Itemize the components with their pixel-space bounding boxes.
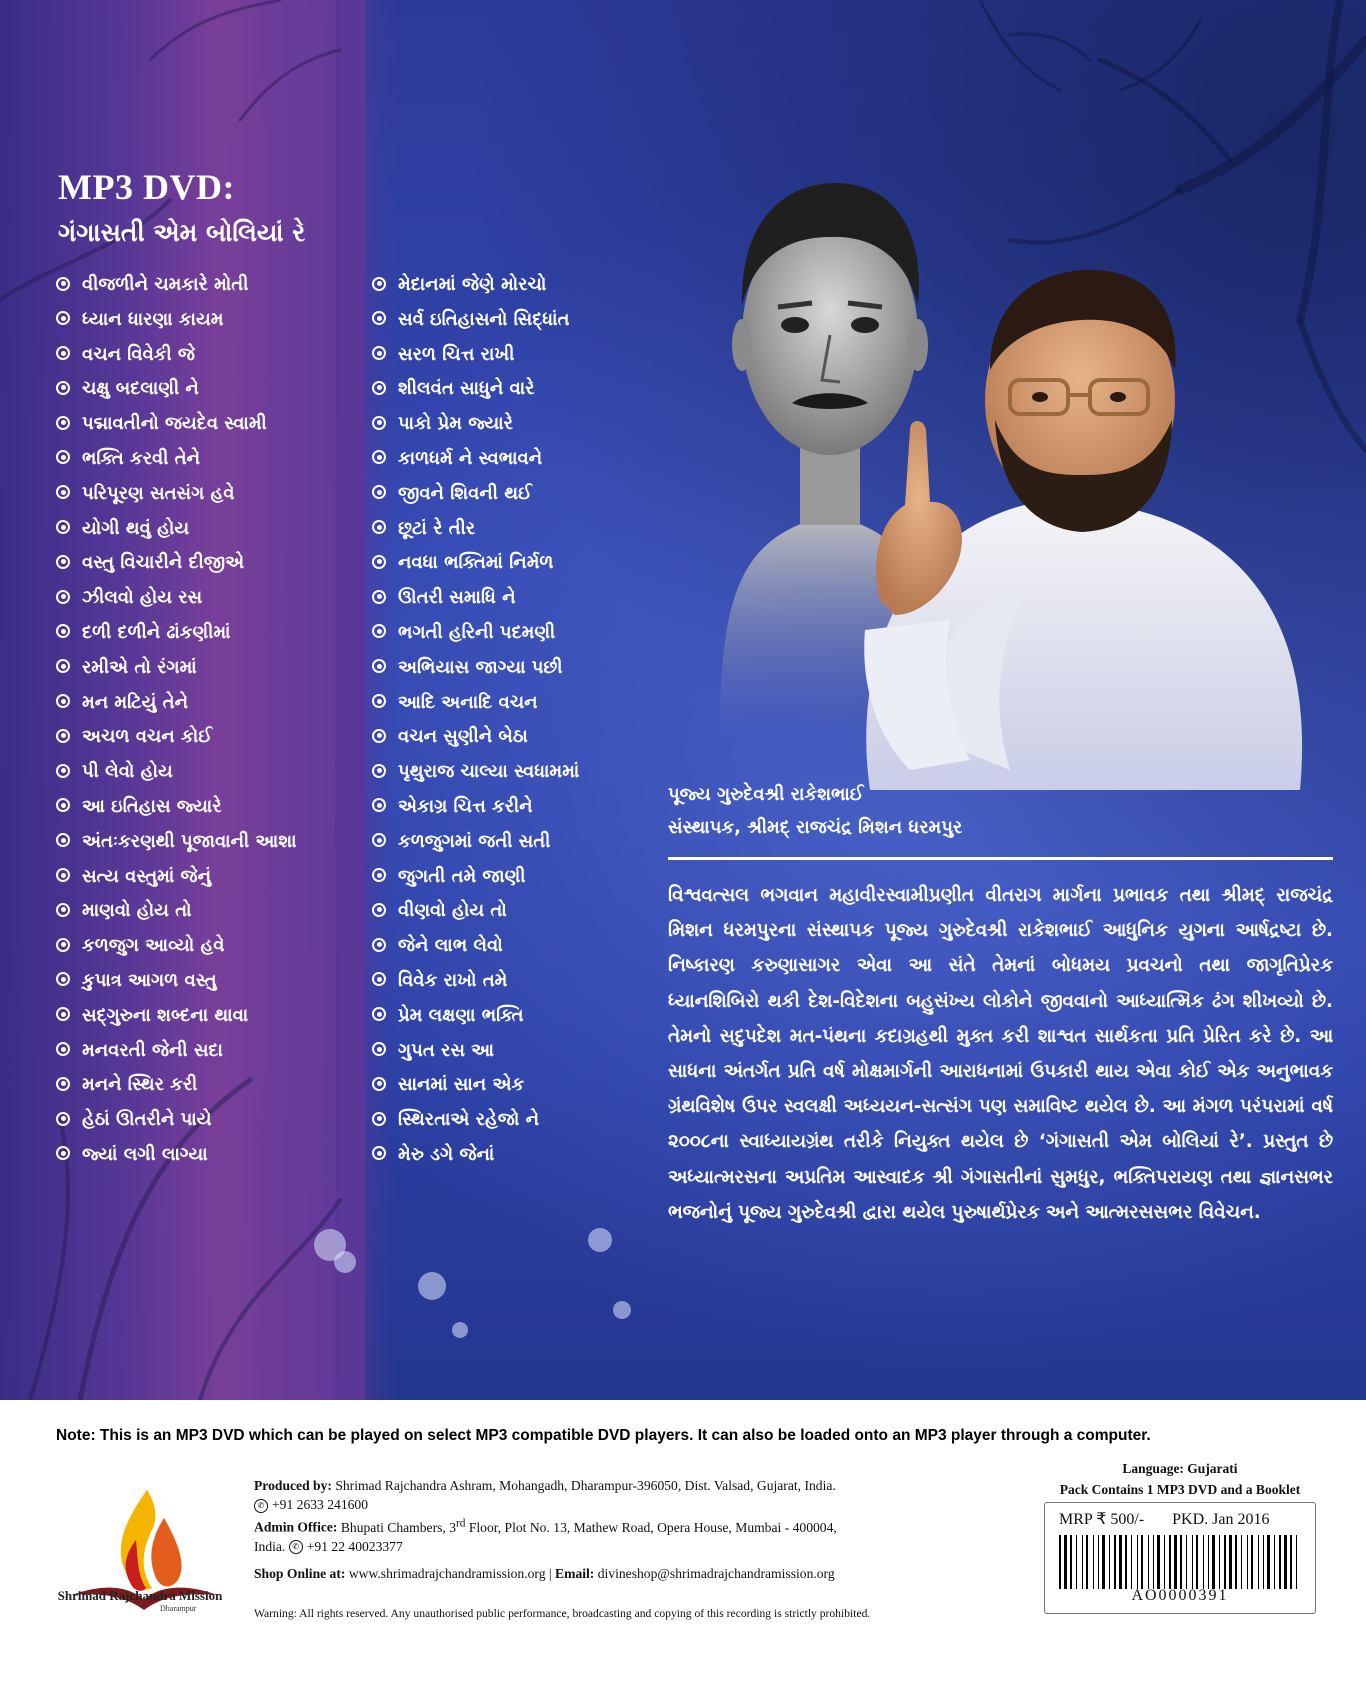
bullet-icon (372, 485, 386, 499)
track-title: મેરુ ડગે જેનાં (398, 1143, 495, 1165)
track-item (372, 616, 672, 651)
bullet-icon (372, 624, 386, 638)
price-row (1059, 1509, 1298, 1529)
track-title: રમીએ તો રંગમાં (82, 656, 197, 678)
barcode-bar (1290, 1535, 1292, 1589)
track-title: ભક્તિ કરવી તેને (82, 447, 200, 469)
admin-phone-line (254, 1537, 1024, 1556)
track-item (372, 1068, 672, 1103)
barcode-bar (1125, 1535, 1127, 1589)
track-item (372, 651, 672, 686)
bullet-icon (56, 1077, 70, 1091)
bullet-icon (56, 346, 70, 360)
bullet-icon (56, 520, 70, 534)
barcode-bar (1141, 1535, 1143, 1589)
track-item (372, 1034, 672, 1069)
track-item (372, 442, 672, 477)
admin-address-part: Floor, Plot No. 13, Mathew Road, Opera House, Mumbai - 400004, (465, 1519, 837, 1535)
bullet-icon (372, 520, 386, 534)
track-item (372, 755, 672, 790)
barcode-bar (1192, 1535, 1193, 1589)
bullet-icon (56, 833, 70, 847)
track-title: પદ્માવતીનો જયદેવ સ્વામી (82, 413, 267, 435)
track-item (56, 860, 376, 895)
bullet-icon (372, 833, 386, 847)
admin-address-part: Bhupati Chambers, 3 (340, 1519, 456, 1535)
barcode-bar (1208, 1535, 1209, 1589)
track-item (56, 720, 376, 755)
track-title: ઝીલવો હોય રસ (82, 587, 203, 609)
track-item (56, 999, 376, 1034)
track-title: હેઠાં ઊતરીને પાયે (82, 1109, 212, 1131)
admin-address (340, 1517, 837, 1535)
track-item (56, 616, 376, 651)
barcode-bar (1258, 1535, 1259, 1589)
track-title: છૂટાં રે તીર (398, 517, 476, 539)
track-title: શીલવંત સાધુને વારે (398, 378, 535, 400)
track-title: વિવેક રાખો તમે (398, 969, 508, 991)
barcode-bar (1148, 1535, 1149, 1589)
track-title: અભિયાસ જાગ્યા પછી (398, 656, 563, 678)
track-item (56, 1138, 376, 1173)
bullet-icon (56, 1146, 70, 1160)
barcode-bar (1241, 1535, 1242, 1589)
language-label: Language: Gujarati (1122, 1461, 1238, 1476)
description-paragraph: વિશ્વવત્સલ ભગવાન મહાવીરસ્વામીપ્રણીત વીતરાગ માર્ગના પ્રભાવક તથા શ્રીમદ્ રાજચંદ્ર મિશન ધરમપુરના સંસ્થાપક પૂજ્ય ગુરુદેવશ્રી રાકેશભાઈ આધુનિક યુગના આર્ષદ્રષ્ટા છે. નિષ્કારણ કરુણાસાગર એવા આ સંતે તેમનાં બોધમય પ્રવચનો તથા જાગૃતિપ્રેરક ધ્યાનશિબિરો થકી દેશ-વિદેશના બહુસંખ્ય લોકોને જીવવાનો આધ્યાત્મિક ઢંગ શીખવ્યો છે. તેમનો સદુપદેશ મત-પંથના કદાગ્રહથી મુક્ત કરી શાશ્વત સાર્થકતા પ્રતિ પ્રેરિત કરે છે. આ સાધના અંતર્ગત પ્રતિ વર્ષ મોક્ષમાર્ગની આરાધનામાં ઉપકારી થાય એવા કોઈ એક અનુભાવક ગ્રંથવિશેષ ઉપર સ્વલક્ષી અધ્યયન-સત્સંગ પણ સમાવિષ્ટ થયેલ છે. આ મંગળ પરંપરામાં વર્ષ ૨૦૦૮ના સ્વાધ્યાયગ્રંથ તરીકે નિયુક્ત થયેલ છે ‘ગંગાસતી એમ બોલિયાં રે’. પ્રસ્તુત છે અધ્યાત્મરસના અપ્રતિમ આસ્વાદક શ્રી ગંગાસતીનાં સુમધુર, ભક્તિપરાયણ તથા જ્ઞાનસભર ભજનોનું પૂજ્ય ગુરુદેવશ્રી દ્વારા થયેલ પુરુષાર્થપ્રેરક અને આત્મરસસભર વિવેચન. (668, 885, 1333, 1223)
barcode-bar (1251, 1535, 1253, 1589)
track-item (56, 442, 376, 477)
track-title: વચન સુણીને બેઠા (398, 726, 528, 748)
barcode-bar (1180, 1535, 1182, 1589)
barcode (1057, 1535, 1303, 1589)
track-item (372, 581, 672, 616)
bullet-icon (372, 277, 386, 291)
admin-line (254, 1514, 1024, 1537)
bullet-icon (56, 1042, 70, 1056)
bullet-icon (56, 938, 70, 952)
produced-line (254, 1476, 1024, 1495)
bullet-icon (372, 938, 386, 952)
track-item (372, 268, 672, 303)
track-title: માણવો હોય તો (82, 900, 192, 922)
bullet-icon (372, 659, 386, 673)
track-title: સર્વ ઇતિહાસનો સિદ્ધાંત (398, 308, 570, 330)
barcode-bar (1229, 1535, 1232, 1589)
track-title: જેને લાભ લેવો (398, 935, 503, 957)
bullet-icon (372, 903, 386, 917)
bullet-icon (56, 694, 70, 708)
playback-note: Note: This is an MP3 DVD which can be played on select MP3 compatible DVD players. It can also be loaded onto an MP3 player through a computer. (56, 1427, 1151, 1444)
track-item (372, 999, 672, 1034)
produced-phone: +91 2633 241600 (272, 1497, 369, 1512)
track-title: મેદાનમાં જેણે મોરચો (398, 274, 547, 295)
track-title: એકાગ્ર ચિત્ત કરીને (398, 795, 533, 817)
track-title: આદિ અનાદિ વચન (398, 691, 538, 713)
track-title: કાળધર્મ ને સ્વભાવને (398, 447, 543, 469)
track-item (372, 964, 672, 999)
track-title: પી લેવો હોય (82, 761, 173, 783)
bullet-icon (56, 311, 70, 325)
barcode-bar (1153, 1535, 1154, 1589)
portrait-gurudev (850, 270, 1320, 790)
track-item (56, 268, 376, 303)
bullet-icon (372, 590, 386, 604)
track-title: કળજુગ આવ્યો હવે (82, 935, 225, 957)
barcode-bar (1157, 1535, 1160, 1589)
bullet-icon (372, 311, 386, 325)
barcode-bar (1212, 1535, 1215, 1589)
bullet-icon (372, 416, 386, 430)
packed-date: PKD. Jan 2016 (1172, 1511, 1270, 1528)
bullet-icon (56, 798, 70, 812)
track-item (372, 372, 672, 407)
track-title: પ્રેમ લક્ષણા ભક્તિ (398, 1004, 524, 1026)
barcode-bar (1137, 1535, 1138, 1589)
track-item (56, 372, 376, 407)
bullet-icon (372, 972, 386, 986)
track-title: મનને સ્થિર કરી (82, 1074, 198, 1096)
admin-phone: +91 22 40023377 (306, 1538, 403, 1554)
shop-email[interactable]: divineshop@shrimadrajchandramission.org (597, 1565, 835, 1581)
track-title: પાકો પ્રેમ જ્યારે (398, 413, 513, 435)
track-title: સત્ય વસ્તુમાં જેનું (82, 865, 211, 887)
shop-label: Shop Online at: (254, 1565, 346, 1581)
track-item (56, 894, 376, 929)
bullet-icon (56, 868, 70, 882)
bullet-icon (372, 1007, 386, 1021)
portrait-caption (668, 778, 1288, 844)
track-title: વચન વિવેકી જે (82, 343, 195, 365)
admin-country: India. (254, 1538, 286, 1554)
barcode-number: AO0000391 (1131, 1587, 1229, 1604)
barcode-bar (1064, 1535, 1067, 1589)
track-title: સાનમાં સાન એક (398, 1074, 525, 1096)
track-item (372, 477, 672, 512)
track-item (56, 546, 376, 581)
bullet-icon (56, 1112, 70, 1126)
barcode-bar (1114, 1535, 1116, 1589)
bullet-icon (372, 764, 386, 778)
barcode-bar (1267, 1535, 1270, 1589)
bullet-icon (56, 1007, 70, 1021)
barcode-bar (1235, 1535, 1237, 1589)
album-title: ગંગાસતી એમ બોલિયાં રે (58, 218, 306, 247)
bullet-icon (372, 555, 386, 569)
bullet-icon (372, 450, 386, 464)
bullet-icon (56, 381, 70, 395)
track-item (56, 790, 376, 825)
publisher-info (254, 1476, 1024, 1583)
barcode-bar (1224, 1535, 1226, 1589)
barcode-bar (1169, 1535, 1171, 1589)
bullet-icon (56, 555, 70, 569)
track-title: કુપાત્ર આગળ વસ્તુ (82, 969, 217, 991)
bullet-icon (372, 1077, 386, 1091)
track-title: ગુપત રસ આ (398, 1039, 495, 1061)
track-item (372, 1138, 672, 1173)
barcode-bar (1070, 1535, 1072, 1589)
mission-flame-logo-icon (52, 1470, 232, 1630)
shop-line: Shop Online at: www.shrimadrajchandramission.org | Email: divineshop@shrimadrajchandramission.org (254, 1565, 835, 1581)
bullet-icon (56, 624, 70, 638)
barcode-bar (1296, 1535, 1297, 1589)
admin-address-sup: rd (456, 1517, 466, 1529)
barcode-bar (1093, 1535, 1094, 1589)
bullet-icon (56, 972, 70, 986)
barcode-bar (1274, 1535, 1275, 1589)
track-title: યોગી થવું હોય (82, 517, 190, 539)
track-item (372, 1103, 672, 1138)
track-title: મન મટિયું તેને (82, 691, 188, 713)
bullet-icon (372, 381, 386, 395)
track-item (372, 303, 672, 338)
barcode-bar (1102, 1535, 1105, 1589)
track-item (56, 929, 376, 964)
barcode-bar (1247, 1535, 1248, 1589)
price-barcode-box (1044, 1502, 1316, 1614)
barcode-bar (1174, 1535, 1177, 1589)
email-label: Email: (555, 1565, 595, 1581)
track-item (56, 686, 376, 721)
bullet-icon (56, 485, 70, 499)
track-item (56, 755, 376, 790)
barcode-bar (1203, 1535, 1204, 1589)
admin-label: Admin Office: (254, 1519, 338, 1535)
copyright-warning: Warning: All rights reserved. Any unauthorised public performance, broadcasting and copying of this recording is strictly prohibited. (254, 1607, 871, 1620)
track-item (372, 512, 672, 547)
track-item (372, 686, 672, 721)
track-item (56, 581, 376, 616)
caption-role: સંસ્થાપક, શ્રીમદ્ રાજચંદ્ર મિશન ધરમપુર (668, 817, 963, 838)
track-title: મનવરતી જેની સદા (82, 1039, 223, 1061)
track-title: કળજુગમાં જતી સતી (398, 830, 551, 852)
track-title: સરળ ચિત્ત રાખી (398, 343, 515, 365)
barcode-bar (1131, 1535, 1132, 1589)
track-item (372, 338, 672, 373)
track-title: જીવને શિવની થઈ (398, 482, 532, 504)
track-item (56, 1034, 376, 1069)
phone-icon: ✆ (289, 1540, 303, 1554)
track-title: સદ્‌ગુરુના શબ્દના થાવા (82, 1004, 249, 1026)
track-title: દળી દળીને ઢાંકણીમાં (82, 621, 231, 643)
bullet-icon (56, 659, 70, 673)
track-title: જ્યાં લગી લાગ્યા (82, 1143, 208, 1165)
track-list-left (56, 268, 376, 1173)
barcode-bar (1059, 1535, 1061, 1589)
logo-wordmark: Shrimad Rajchandra Mission (57, 1588, 223, 1603)
bullet-icon (56, 903, 70, 917)
track-title: પરિપૂરણ સતસંગ હવે (82, 482, 235, 504)
track-title: અંતઃકરણથી પૂજાવાની આશા (82, 830, 297, 852)
track-title: ધ્યાન ધારણા કાયમ (82, 308, 224, 330)
track-title: વીણવો હોય તો (398, 900, 507, 922)
barcode-bar (1263, 1535, 1264, 1589)
track-list-right (372, 268, 672, 1173)
bullet-icon (372, 798, 386, 812)
track-item (56, 303, 376, 338)
track-item (56, 825, 376, 860)
track-item (372, 546, 672, 581)
track-item (372, 929, 672, 964)
phone-icon: ✆ (254, 1499, 268, 1513)
barcode-bar (1186, 1535, 1187, 1589)
barcode-bar (1082, 1535, 1083, 1589)
track-title: વીજળીને ચમકારે મોતી (82, 274, 249, 295)
footer-panel (0, 1400, 1366, 1688)
track-item (56, 407, 376, 442)
bullet-icon (56, 277, 70, 291)
barcode-bar (1119, 1535, 1122, 1589)
bullet-icon (372, 1146, 386, 1160)
bullet-icon (56, 729, 70, 743)
track-title: અચળ વચન કોઈ (82, 726, 213, 748)
shop-url[interactable]: www.shrimadrajchandramission.org (348, 1565, 546, 1581)
barcode-bar (1109, 1535, 1110, 1589)
bullet-icon (372, 868, 386, 882)
track-title: ઊતરી સમાધિ ને (398, 587, 516, 609)
bullet-icon (372, 1042, 386, 1056)
track-item (56, 964, 376, 999)
bullet-icon (372, 1112, 386, 1126)
track-item (56, 512, 376, 547)
track-item (56, 338, 376, 373)
barcode-bar (1086, 1535, 1088, 1589)
caption-name: પૂજ્ય ગુરુદેવશ્રી રાકેશભાઈ (668, 784, 864, 805)
bullet-icon (56, 590, 70, 604)
barcode-bar (1279, 1535, 1281, 1589)
barcode-bar (1196, 1535, 1198, 1589)
track-item (372, 860, 672, 895)
bullet-icon (56, 416, 70, 430)
bullet-icon (372, 694, 386, 708)
track-item (372, 407, 672, 442)
track-title: જુગતી તમે જાણી (398, 865, 526, 887)
track-title: સ્થિરતાએ રહેજો ને (398, 1109, 539, 1131)
barcode-bar (1284, 1535, 1287, 1589)
barcode-bar (1076, 1535, 1077, 1589)
track-item (372, 790, 672, 825)
produced-label: Produced by: (254, 1478, 332, 1493)
produced-address: Shrimad Rajchandra Ashram, Mohangadh, Dharampur-396050, Dist. Valsad, Gujarat, India. (335, 1478, 836, 1493)
mrp-price: MRP ₹ 500/- (1059, 1511, 1145, 1528)
format-heading: MP3 DVD: (58, 167, 235, 207)
track-item (56, 651, 376, 686)
pack-contents: Pack Contains 1 MP3 DVD and a Booklet (1059, 1482, 1301, 1497)
barcode-bar (1098, 1535, 1099, 1589)
track-title: ભગતી હરિની પદમણી (398, 621, 556, 643)
bullet-icon (372, 346, 386, 360)
track-item (372, 720, 672, 755)
bullet-icon (372, 729, 386, 743)
track-item (56, 1068, 376, 1103)
track-title: નવધા ભક્તિમાં નિર્મળ (398, 552, 554, 574)
caption-divider (668, 857, 1333, 860)
track-title: આ ઇતિહાસ જ્યારે (82, 795, 222, 817)
track-item (56, 1103, 376, 1138)
logo-subtext: Dharampur (160, 1604, 197, 1613)
track-item (372, 825, 672, 860)
track-title: વસ્તુ વિચારીને દીજીએ (82, 552, 245, 574)
track-item (56, 477, 376, 512)
track-title: પૃથુરાજ ચાલ્યા સ્વધામમાં (398, 761, 580, 783)
barcode-bar (1219, 1535, 1220, 1589)
bullet-icon (56, 450, 70, 464)
produced-phone-line (254, 1495, 1024, 1514)
product-info (1040, 1458, 1320, 1500)
track-title: ચક્ષુ બદલાણી ને (82, 378, 199, 400)
track-item (372, 894, 672, 929)
bullet-icon (56, 764, 70, 778)
barcode-bar (1164, 1535, 1165, 1589)
